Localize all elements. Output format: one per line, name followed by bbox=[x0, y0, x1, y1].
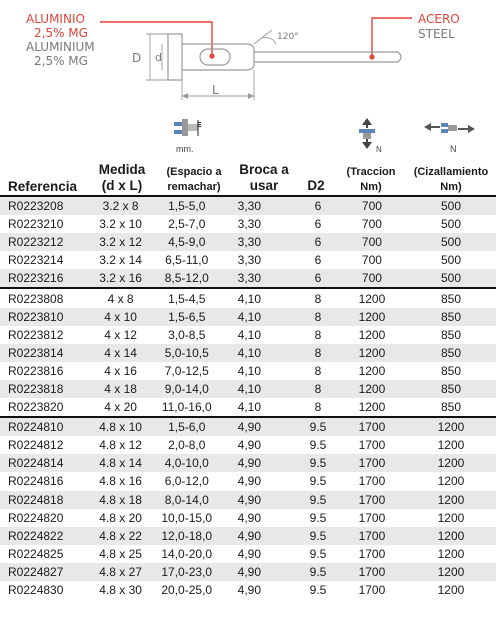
table-row bbox=[0, 563, 496, 581]
cell-espacio: 8,5-12,0 bbox=[150, 269, 224, 288]
cell-medida: 4.8 x 18 bbox=[91, 491, 150, 509]
table-row bbox=[0, 436, 496, 454]
table-row bbox=[0, 417, 496, 436]
cell-cizallamiento: 850 bbox=[440, 363, 461, 378]
table-row bbox=[0, 251, 496, 269]
cell-d2: 8 bbox=[298, 308, 338, 326]
cell-traccion: 1700 bbox=[358, 474, 386, 489]
cell-cizallamiento: 850 bbox=[440, 327, 461, 342]
rivet-body bbox=[182, 44, 254, 70]
cell-espacio: 8,0-14,0 bbox=[150, 491, 224, 509]
cell-medida: 4.8 x 12 bbox=[99, 438, 142, 453]
cell-espacio: 6,5-11,0 bbox=[165, 253, 209, 268]
header-espacio-1: (Espacio a bbox=[166, 166, 222, 178]
cell-traccion: 1700 bbox=[358, 438, 386, 453]
cell-d2: 6 bbox=[298, 233, 338, 251]
header-referencia: Referencia bbox=[8, 179, 78, 194]
header-d2: D2 bbox=[307, 178, 325, 193]
cell-cizallamiento: 1200 bbox=[437, 510, 465, 525]
table-row bbox=[0, 362, 496, 380]
cell-espacio: 4,5-9,0 bbox=[150, 233, 224, 251]
cell-espacio: 2,0-8,0 bbox=[168, 438, 206, 453]
table-row bbox=[0, 380, 496, 398]
cell-d2: 8 bbox=[314, 400, 322, 415]
cell-broca: 4,90 bbox=[237, 583, 261, 598]
cell-cizallamiento: 850 bbox=[406, 308, 496, 326]
cell-espacio: 2,5-7,0 bbox=[168, 217, 206, 232]
cell-espacio: 5,0-10,5 bbox=[150, 344, 224, 362]
cell-broca: 3,30 bbox=[237, 253, 261, 268]
cell-referencia: R0223212 bbox=[0, 233, 91, 251]
cell-traccion: 1200 bbox=[338, 308, 406, 326]
table-row bbox=[0, 215, 496, 233]
cell-broca: 4,90 bbox=[237, 474, 261, 489]
cell-broca: 4,10 bbox=[237, 400, 261, 415]
cell-medida: 4.8 x 14 bbox=[91, 454, 150, 472]
cell-d2: 8 bbox=[314, 363, 322, 378]
cell-medida: 3.2 x 10 bbox=[99, 217, 142, 232]
cell-espacio: 11,0-16,0 bbox=[161, 400, 212, 415]
cell-medida: 4.8 x 16 bbox=[99, 474, 142, 489]
cell-referencia: R0224820 bbox=[8, 510, 64, 525]
table-row bbox=[0, 509, 496, 527]
grip-letter: E bbox=[197, 122, 202, 129]
cell-d2: 8 bbox=[298, 344, 338, 362]
cell-d2: 9.5 bbox=[298, 527, 338, 545]
cell-referencia: R0224810 bbox=[0, 417, 91, 436]
header-broca-1: Broca a bbox=[239, 162, 289, 177]
cell-referencia: R0223808 bbox=[0, 288, 91, 307]
cell-medida: 4 x 14 bbox=[91, 344, 150, 362]
dimension-D-label: D bbox=[132, 51, 142, 65]
cell-cizallamiento: 500 bbox=[406, 269, 496, 288]
tension-icon bbox=[350, 118, 384, 157]
cell-medida: 3.2 x 8 bbox=[91, 196, 150, 215]
cell-medida: 4 x 8 bbox=[91, 288, 150, 307]
material-label-acero: ACERO bbox=[418, 12, 460, 26]
header-traccion-2: Nm) bbox=[360, 181, 382, 193]
cell-traccion: 700 bbox=[361, 217, 382, 232]
cell-d2: 6 bbox=[314, 253, 322, 268]
cell-traccion: 1200 bbox=[338, 344, 406, 362]
cell-traccion: 1200 bbox=[338, 380, 406, 398]
cell-espacio: 4,0-10,0 bbox=[150, 454, 224, 472]
grip-unit: mm. bbox=[176, 144, 194, 154]
table-row bbox=[0, 288, 496, 307]
header-broca-2: usar bbox=[249, 178, 279, 193]
cell-espacio: 20,0-25,0 bbox=[161, 583, 213, 598]
cell-d2: 9.5 bbox=[298, 491, 338, 509]
cell-cizallamiento: 500 bbox=[406, 233, 496, 251]
table-row bbox=[0, 326, 496, 344]
cell-espacio: 10,0-15,0 bbox=[161, 510, 213, 525]
cell-broca: 4,10 bbox=[237, 363, 261, 378]
cell-espacio: 6,0-12,0 bbox=[164, 474, 209, 489]
cell-d2: 9.5 bbox=[298, 454, 338, 472]
cell-cizallamiento: 850 bbox=[406, 380, 496, 398]
cell-medida: 4 x 10 bbox=[91, 308, 150, 326]
cell-traccion: 1200 bbox=[358, 400, 386, 415]
cell-d2: 6 bbox=[314, 217, 322, 232]
cell-broca: 3,30 bbox=[224, 233, 298, 251]
table-row bbox=[0, 491, 496, 509]
cell-referencia: R0223816 bbox=[8, 363, 64, 378]
table-row bbox=[0, 581, 496, 599]
header-cizallamiento-2: Nm) bbox=[440, 181, 462, 193]
cell-referencia: R0224822 bbox=[0, 527, 91, 545]
cell-d2: 6 bbox=[298, 269, 338, 288]
cell-medida: 4.8 x 30 bbox=[99, 583, 142, 598]
cell-cizallamiento: 500 bbox=[406, 196, 496, 215]
cell-cizallamiento: 1200 bbox=[437, 474, 465, 489]
table-row bbox=[0, 269, 496, 288]
header-cizallamiento-1: (Cizallamiento bbox=[413, 166, 489, 178]
cell-espacio: 1,5-6,0 bbox=[150, 417, 224, 436]
rivet-slot bbox=[200, 49, 230, 65]
cell-broca: 4,10 bbox=[224, 288, 298, 307]
cell-broca: 4,10 bbox=[237, 327, 261, 342]
cell-cizallamiento: 1200 bbox=[406, 454, 496, 472]
cell-traccion: 700 bbox=[338, 196, 406, 215]
cell-medida: 4 x 16 bbox=[104, 363, 137, 378]
material-label-steel: STEEL bbox=[418, 27, 455, 41]
cell-espacio: 12,0-18,0 bbox=[150, 527, 224, 545]
shear-icon bbox=[424, 118, 476, 154]
cell-medida: 4.8 x 20 bbox=[99, 510, 142, 525]
cell-broca: 4,90 bbox=[224, 491, 298, 509]
cell-cizallamiento: 850 bbox=[406, 344, 496, 362]
cell-medida: 4.8 x 22 bbox=[91, 527, 150, 545]
cell-referencia: R0224827 bbox=[0, 563, 91, 581]
material-label-aluminium: ALUMINIUM bbox=[26, 40, 95, 54]
cell-referencia: R0223214 bbox=[8, 253, 64, 268]
cell-traccion: 1700 bbox=[338, 417, 406, 436]
leader-dot-left bbox=[209, 53, 214, 58]
cell-broca: 4,90 bbox=[224, 454, 298, 472]
cell-cizallamiento: 1200 bbox=[406, 417, 496, 436]
table-row bbox=[0, 196, 496, 215]
cell-referencia: R0223810 bbox=[0, 308, 91, 326]
table-row bbox=[0, 454, 496, 472]
table-row bbox=[0, 344, 496, 362]
cell-espacio: 7,0-12,5 bbox=[164, 363, 209, 378]
cell-traccion: 700 bbox=[338, 269, 406, 288]
cell-referencia: R0224816 bbox=[8, 474, 64, 489]
cell-traccion: 1700 bbox=[358, 583, 386, 598]
cell-referencia: R0223210 bbox=[8, 217, 64, 232]
cell-referencia: R0223216 bbox=[0, 269, 91, 288]
cell-broca: 4,90 bbox=[237, 546, 261, 561]
cell-referencia: R0223812 bbox=[8, 327, 64, 342]
cell-d2: 8 bbox=[298, 380, 338, 398]
cell-medida: 3.2 x 12 bbox=[91, 233, 150, 251]
header-medida-1: Medida bbox=[98, 162, 146, 177]
cell-referencia: R0224818 bbox=[0, 491, 91, 509]
cell-cizallamiento: 1200 bbox=[406, 491, 496, 509]
cell-traccion: 1700 bbox=[338, 563, 406, 581]
cell-traccion: 1700 bbox=[338, 527, 406, 545]
cell-cizallamiento: 1200 bbox=[437, 583, 465, 598]
cell-espacio: 1,5-6,5 bbox=[150, 308, 224, 326]
cell-broca: 4,90 bbox=[224, 417, 298, 436]
cell-d2: 9.5 bbox=[298, 563, 338, 581]
cell-medida: 4.8 x 25 bbox=[99, 546, 142, 561]
cell-espacio: 9,0-14,0 bbox=[150, 380, 224, 398]
material-label-aluminium-mg: 2,5% MG bbox=[34, 54, 88, 68]
header-medida-2: (d x L) bbox=[101, 178, 143, 193]
grip-range-icon bbox=[170, 118, 204, 154]
cell-broca: 3,30 bbox=[224, 196, 298, 215]
table-row bbox=[0, 398, 496, 417]
material-label-aluminio-mg: 2,5% MG bbox=[34, 26, 88, 40]
cell-referencia: R0223208 bbox=[0, 196, 91, 215]
cell-d2: 8 bbox=[298, 288, 338, 307]
table-row bbox=[0, 472, 496, 490]
cell-traccion: 1700 bbox=[338, 454, 406, 472]
rivet-diagram bbox=[0, 0, 496, 118]
cell-referencia: R0224830 bbox=[8, 583, 64, 598]
cell-broca: 4,10 bbox=[224, 344, 298, 362]
cell-medida: 4 x 12 bbox=[104, 327, 137, 342]
cell-referencia: R0223818 bbox=[0, 380, 91, 398]
cell-d2: 9.5 bbox=[309, 583, 327, 598]
leader-dot-right bbox=[369, 54, 374, 59]
cell-medida: 4 x 18 bbox=[91, 380, 150, 398]
tension-unit: N bbox=[376, 145, 382, 154]
cell-referencia: R0224825 bbox=[8, 546, 64, 561]
cell-medida: 4.8 x 27 bbox=[91, 563, 150, 581]
cell-d2: 8 bbox=[314, 327, 322, 342]
cell-d2: 9.5 bbox=[309, 474, 327, 489]
table-row bbox=[0, 233, 496, 251]
cell-broca: 4,90 bbox=[237, 510, 261, 525]
cell-broca: 4,90 bbox=[224, 563, 298, 581]
cell-cizallamiento: 1200 bbox=[437, 546, 465, 561]
cell-medida: 3.2 x 14 bbox=[99, 253, 142, 268]
cell-traccion: 700 bbox=[338, 233, 406, 251]
cell-espacio: 1,5-5,0 bbox=[150, 196, 224, 215]
dimension-L-label: L bbox=[212, 83, 219, 97]
rivet-spec-table bbox=[0, 195, 496, 599]
cell-espacio: 14,0-20,0 bbox=[161, 546, 213, 561]
cell-espacio: 1,5-4,5 bbox=[150, 288, 224, 307]
cell-cizallamiento: 1200 bbox=[406, 563, 496, 581]
cell-referencia: R0224812 bbox=[8, 438, 64, 453]
angle-label: 120° bbox=[277, 32, 299, 42]
cell-referencia: R0224814 bbox=[0, 454, 91, 472]
cell-traccion: 1200 bbox=[338, 288, 406, 307]
shear-unit: N bbox=[450, 144, 457, 154]
cell-d2: 9.5 bbox=[309, 438, 327, 453]
cell-broca: 3,30 bbox=[224, 269, 298, 288]
cell-traccion: 1700 bbox=[338, 491, 406, 509]
table-row bbox=[0, 308, 496, 326]
cell-broca: 4,90 bbox=[224, 527, 298, 545]
cell-traccion: 1200 bbox=[358, 363, 386, 378]
rivet-flange bbox=[168, 34, 182, 80]
cell-d2: 9.5 bbox=[298, 417, 338, 436]
cell-broca: 4,90 bbox=[237, 438, 261, 453]
cell-espacio: 3,0-8,5 bbox=[168, 327, 206, 342]
cell-d2: 9.5 bbox=[309, 510, 327, 525]
cell-broca: 4,10 bbox=[224, 308, 298, 326]
cell-referencia: R0223820 bbox=[8, 400, 64, 415]
table-body bbox=[0, 196, 496, 599]
cell-broca: 3,30 bbox=[237, 217, 261, 232]
dimension-d-label: d bbox=[155, 51, 162, 64]
cell-traccion: 1200 bbox=[358, 327, 386, 342]
rivet-mandrel bbox=[254, 52, 401, 62]
cell-cizallamiento: 1200 bbox=[437, 438, 465, 453]
cell-cizallamiento: 500 bbox=[440, 253, 461, 268]
cell-traccion: 700 bbox=[361, 253, 382, 268]
cell-cizallamiento: 1200 bbox=[406, 527, 496, 545]
cell-d2: 6 bbox=[298, 196, 338, 215]
rivet-drawing bbox=[0, 0, 496, 118]
cell-medida: 4.8 x 10 bbox=[91, 417, 150, 436]
table-row bbox=[0, 527, 496, 545]
cell-d2: 9.5 bbox=[309, 546, 327, 561]
cell-cizallamiento: 500 bbox=[440, 217, 461, 232]
cell-cizallamiento: 850 bbox=[440, 400, 461, 415]
cell-medida: 3.2 x 16 bbox=[91, 269, 150, 288]
cell-medida: 4 x 20 bbox=[104, 400, 137, 415]
cell-broca: 4,10 bbox=[224, 380, 298, 398]
table-row bbox=[0, 545, 496, 563]
cell-cizallamiento: 850 bbox=[406, 288, 496, 307]
leader-line-right bbox=[372, 18, 412, 56]
header-traccion-1: (Traccion bbox=[346, 166, 396, 178]
material-label-aluminio: ALUMINIO bbox=[26, 12, 85, 26]
cell-referencia: R0223814 bbox=[0, 344, 91, 362]
header-espacio-2: remachar) bbox=[167, 181, 221, 193]
cell-traccion: 1700 bbox=[358, 510, 386, 525]
cell-traccion: 1700 bbox=[358, 546, 386, 561]
leader-line-left bbox=[100, 22, 212, 54]
cell-espacio: 17,0-23,0 bbox=[150, 563, 224, 581]
